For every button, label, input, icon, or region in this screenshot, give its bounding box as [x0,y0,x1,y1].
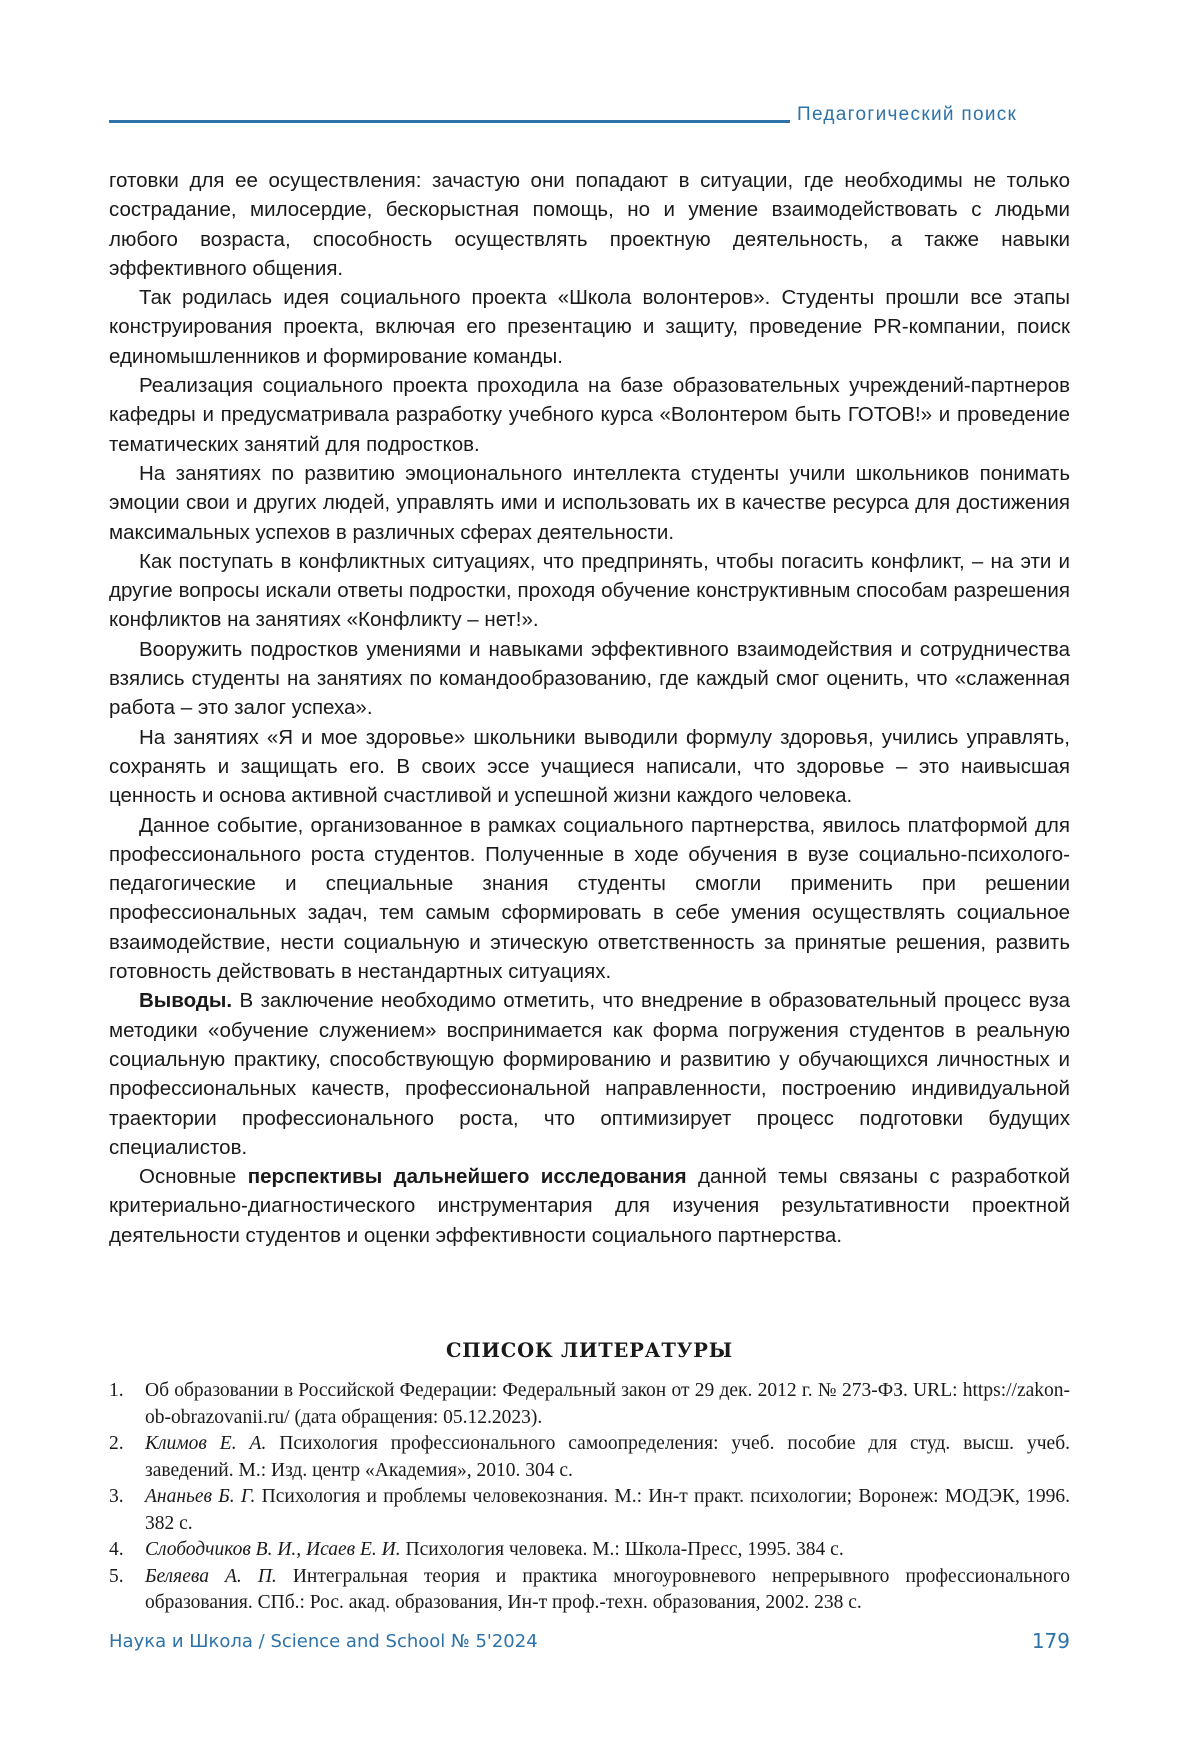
reference-item [109,1431,1070,1484]
running-header: Педагогический поиск [797,104,1018,125]
page-number: 179 [1031,1629,1070,1653]
paragraph: Так родилась идея социального проекта «Школа волонтеров». Студенты прошли все этапы конструирования проекта, включая его презентацию и защиту, проведение PR-компании, поиск единомышленников и формирование команды. [109,286,1070,368]
reference-number: 4. [109,1539,124,1560]
header-rule [109,120,790,123]
reference-text: Интегральная теория и практика многоуровневого непрерывного профессионального образования. СПб.: Рос. акад. образования, Ин-т проф.-техн. образования, 2002. 238 с. [145,1565,1071,1613]
reference-author: Климов Е. А. [145,1433,267,1454]
reference-number: 2. [109,1433,124,1454]
reference-text: Психология и проблемы человекознания. М.: Ин-т практ. психологии; Воронеж: МОДЭК, 1996. 382 с. [145,1486,1070,1534]
reference-author: Слободчиков В. И., Исаев Е. И. [145,1539,401,1560]
references-list [109,1378,1070,1617]
reference-number: 1. [109,1380,124,1401]
paragraph: Реализация социального проекта проходила на базе образовательных учреждений-партнеров кафедры и предусматривала разработку учебного курса «Волонтером быть ГОТОВ!» и проведение тематических занятий для подростков. [109,374,1070,456]
reference-item [109,1484,1070,1537]
reference-text: Психология человека. М.: Школа-Пресс, 1995. 384 с. [400,1539,844,1560]
prospects-lead: Основные [139,1165,248,1189]
reference-author: Беляева А. П. [145,1565,277,1587]
prospects-text: данной темы связаны с разработкой критериально-диагностического инструментария для изучения результативности проектной деятельности студентов и оценки эффективности социального партнерства. [109,1165,1070,1247]
paragraph: На занятиях по развитию эмоционального интеллекта студенты учили школьников понимать эмоции свои и других людей, управлять ими и использовать их в качестве ресурса для достижения максимальных успехов в различных сферах деятельности. [109,461,1070,544]
reference-number: 5. [109,1565,124,1587]
reference-text: Об образовании в Российской Федерации: Федеральный закон от 29 дек. 2012 г. № 273-ФЗ. URL: https://zakon-ob-obrazovanii.ru/ (дата обращения: 05.12.2023). [145,1380,1070,1428]
conclusions-text: В заключение необходимо отметить, что внедрение в образовательный процесс вуза методики «обучение служением» воспринимается как форма погружения студентов в реальную социальную практику, способствующую формированию и развитию у обучающихся личностных и профессиональных качеств, профессиональной направленности, построению индивидуальной траектории профессионального роста, что оптимизирует процесс подготовки будущих специалистов. [109,989,1070,1159]
prospects-bold: перспективы дальнейшего исследования [247,1165,687,1189]
article-body [109,166,1070,1250]
reference-item [109,1537,1070,1564]
references-heading: СПИСОК ЛИТЕРАТУРЫ [445,1339,733,1362]
paragraph: Как поступать в конфликтных ситуациях, что предпринять, чтобы погасить конфликт, – на эти и другие вопросы искали ответы подростки, проходя обучение конструктивным способам разрешения конфликтов на занятиях «Конфликту – нет!». [109,549,1070,632]
journal-footer: Наука и Школа / Science and School № 5'2024 [109,1631,538,1652]
conclusions-paragraph [109,986,1070,1162]
reference-item [109,1378,1070,1431]
reference-number: 3. [109,1486,124,1507]
prospects-paragraph [109,1162,1070,1250]
paragraph: Данное событие, организованное в рамках социального партнерства, явилось платформой для профессионального роста студентов. Полученные в ходе обучения в вузе социально-психолого-педагогические и специальные знания студенты смогли применить при решении профессиональных задач, тем самым сформировать в себе умения осуществлять социальное взаимодействие, нести социальную и этическую ответственность за принятые решения, развить готовность действовать в нестандартных ситуациях. [109,813,1070,984]
conclusions-label: Выводы. [139,989,233,1013]
reference-text: Психология профессионального самоопределения: учеб. пособие для студ. высш. учеб. заведений. М.: Изд. центр «Академия», 2010. 304 с. [145,1433,1071,1481]
paragraph: На занятиях «Я и мое здоровье» школьники выводили формулу здоровья, учились управлять, сохранять и защищать его. В своих эссе учащиеся написали, что здоровье – это наивысшая ценность и основа активной счастливой и успешной жизни каждого человека. [109,725,1070,808]
reference-author: Ананьев Б. Г. [145,1486,256,1507]
paragraph: Вооружить подростков умениями и навыками эффективного взаимодействия и сотрудничества взялись студенты на занятиях по командообразованию, где каждый смог оценить, что «слаженная работа – это залог успеха». [109,637,1070,720]
reference-item [109,1564,1070,1617]
paragraph: готовки для ее осуществления: зачастую они попадают в ситуации, где необходимы не только сострадание, милосердие, бескорыстная помощь, но и умение взаимодействовать с людьми любого возраста, способность осуществлять проектную деятельность, а также навыки эффективного общения. [109,169,1070,280]
